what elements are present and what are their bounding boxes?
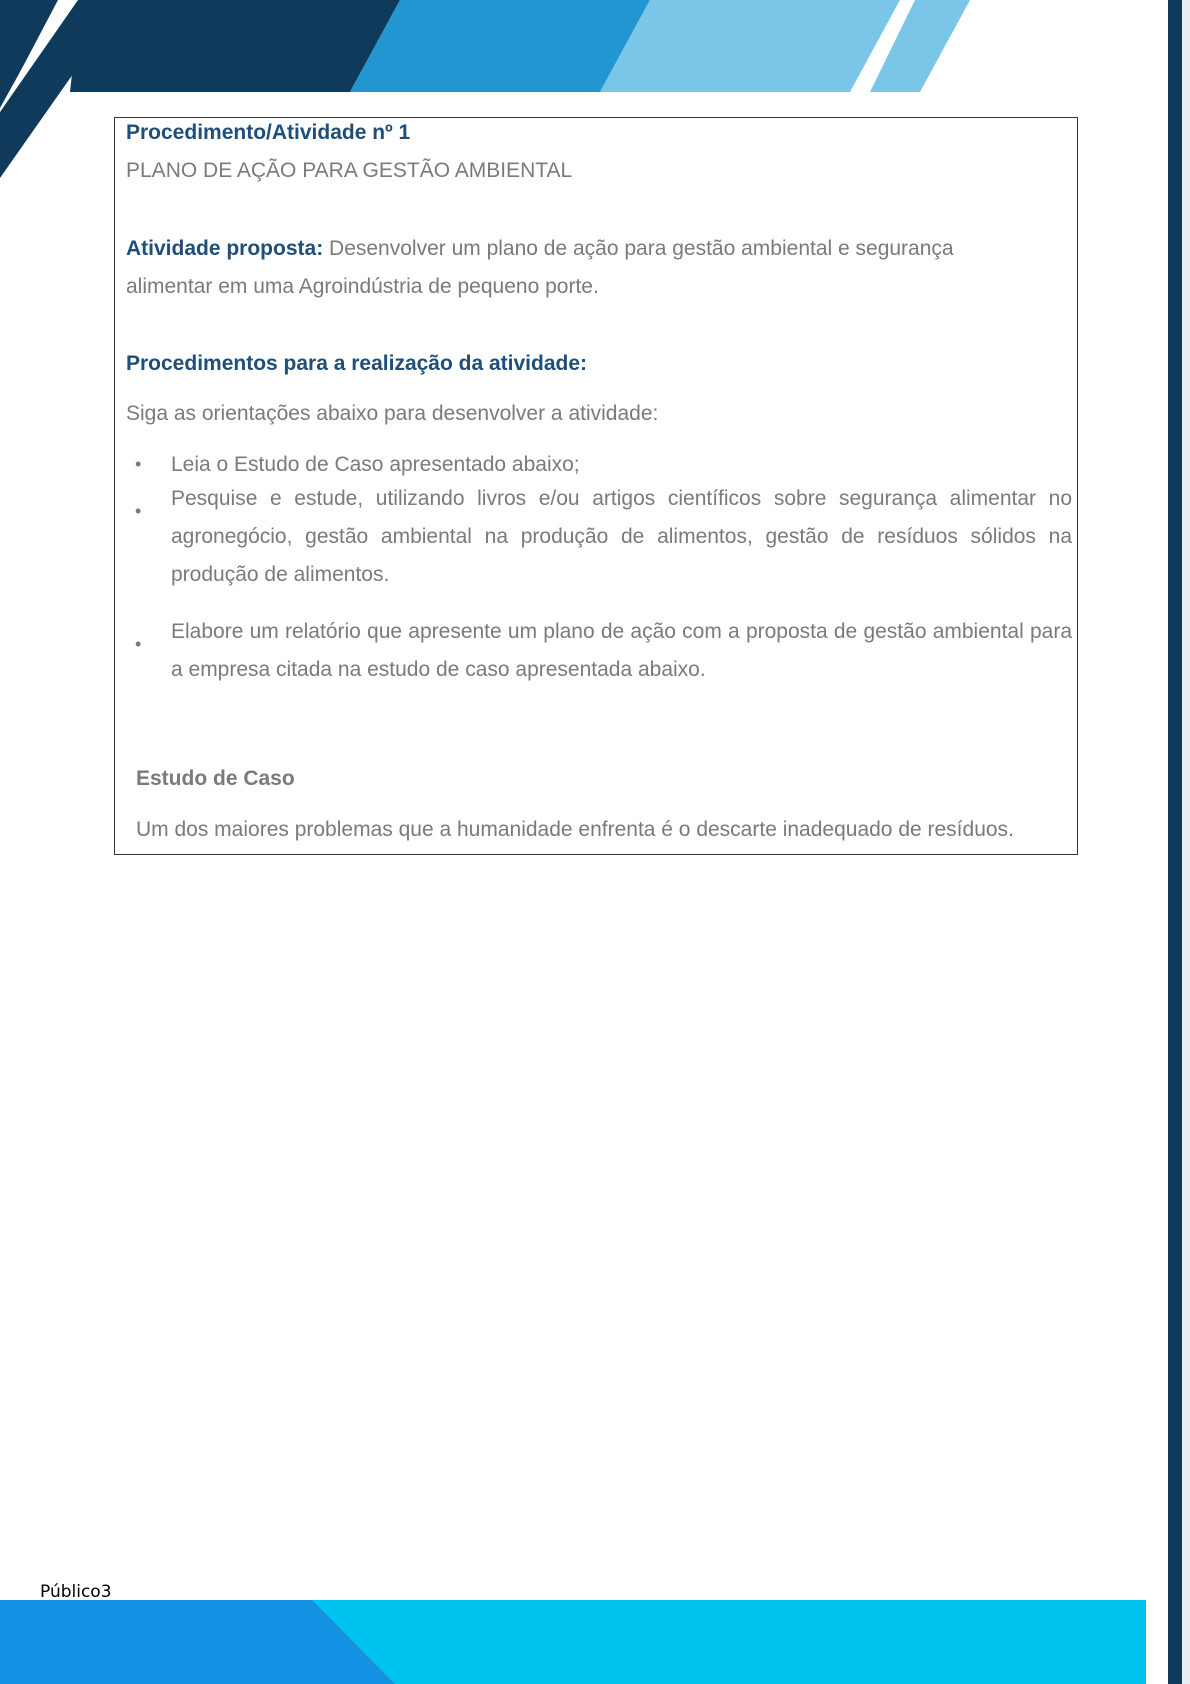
activity-title: PLANO DE AÇÃO PARA GESTÃO AMBIENTAL xyxy=(126,159,573,182)
list-item: Elabore um relatório que apresente um plano de ação com a proposta de gestão ambiental para a empresa citada na estudo de caso apresentada abaixo. xyxy=(171,620,1072,681)
activity-heading: Procedimento/Atividade nº 1 xyxy=(126,121,411,144)
activity-box xyxy=(114,117,1078,855)
right-edge-bar xyxy=(1168,0,1190,1684)
footer-top-line xyxy=(0,1592,1146,1600)
proposed-activity-label: Atividade proposta: xyxy=(126,237,324,260)
proposed-activity-line2: alimentar em uma Agroindústria de pequeno porte. xyxy=(126,275,599,298)
footer-classification-label: Público3 xyxy=(40,1582,112,1602)
case-study-heading: Estudo de Caso xyxy=(136,767,295,790)
list-item: Pesquise e estude, utilizando livros e/ou artigos científicos sobre segurança alimentar no agronegócio, gestão ambiental na produção de alimentos, gestão de resíduos sólidos na produção de alimentos. xyxy=(171,487,1072,586)
case-study-text: Um dos maiores problemas que a humanidade enfrenta é o descarte inadequado de resíduos. xyxy=(136,818,1014,841)
bullet-marker: • xyxy=(135,634,142,654)
proposed-activity-line1 xyxy=(126,236,954,262)
header-stripe-dark xyxy=(70,0,400,92)
list-item: Leia o Estudo de Caso apresentado abaixo; xyxy=(171,453,580,476)
procedures-intro: Siga as orientações abaixo para desenvolver a atividade: xyxy=(126,402,659,425)
footer-decoration xyxy=(0,1592,1190,1684)
header-stripe-light xyxy=(600,0,900,92)
bullet-marker: • xyxy=(135,454,142,474)
bullet-marker: • xyxy=(135,501,142,521)
header-stripe-mid xyxy=(350,0,650,92)
procedures-heading: Procedimentos para a realização da atividade: xyxy=(126,352,588,375)
proposed-activity-text: Desenvolver um plano de ação para gestão ambiental e segurança xyxy=(323,237,954,260)
